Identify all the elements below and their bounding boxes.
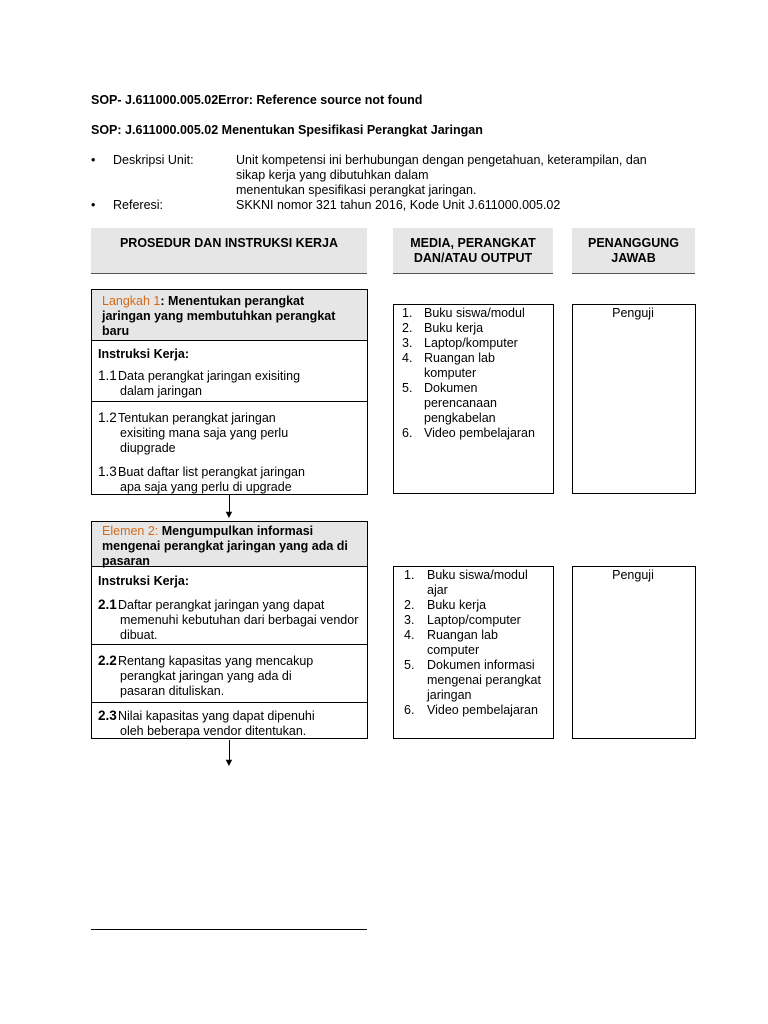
step2-pj: Penguji xyxy=(572,566,696,739)
step1-prefix: Langkah 1 xyxy=(102,294,161,308)
list-item: 3. Laptop/computer xyxy=(404,613,521,627)
step2-heading: Elemen 2: Mengumpulkan informasi mengenai perangkat jaringan yang ada di pasaran xyxy=(91,521,368,567)
bullet-icon: • xyxy=(91,198,96,212)
header-procedure: PROSEDUR DAN INSTRUKSI KERJA xyxy=(91,228,367,274)
list-item: 4. Ruangan lab komputer xyxy=(402,351,495,380)
step1-heading: Langkah 1: Menentukan perangkat jaringan yang membutuhkan perangkat baru xyxy=(91,289,368,341)
header-pj: PENANGGUNG JAWAB xyxy=(572,228,695,274)
step2-prefix: Elemen 2: xyxy=(102,524,159,538)
list-item: 6. Video pembelajaran xyxy=(404,703,538,717)
arrow-down-icon: ▼ xyxy=(223,757,235,769)
doc-title-error: SOP- J.611000.005.02Error: Reference source not found xyxy=(91,93,423,107)
doc-title-sop: SOP: J.611000.005.02 Menentukan Spesifikasi Perangkat Jaringan xyxy=(91,123,483,137)
desc-value: Unit kompetensi ini berhubungan dengan pengetahuan, keterampilan, dan sikap kerja yang dibutuhkan dalam menentukan spesifikasi perangkat jaringan. xyxy=(236,153,647,197)
bullet-icon: • xyxy=(91,153,96,167)
step1-instr-2-3: 1.2Tentukan perangkat jaringan exisiting mana saja yang perlu diupgrade 1.3Buat daftar list perangkat jaringan apa saja yang perlu di upgrade xyxy=(91,401,368,495)
header-media: MEDIA, PERANGKAT DAN/ATAU OUTPUT xyxy=(393,228,553,274)
ref-value: SKKNI nomor 321 tahun 2016, Kode Unit J.611000.005.02 xyxy=(236,198,561,212)
footnote-separator xyxy=(91,929,367,930)
list-item: 2. Buku kerja xyxy=(404,598,487,612)
step1-media xyxy=(393,304,554,494)
list-item: 1. Buku siswa/modul xyxy=(402,306,525,320)
step2-media xyxy=(393,566,554,739)
step1-instr-1: Instruksi Kerja: 1.1Data perangkat jaringan exisiting dalam jaringan xyxy=(91,340,368,402)
list-item: 4. Ruangan lab computer xyxy=(404,628,498,657)
step2-instr-2: 2.2Rentang kapasitas yang mencakup perangkat jaringan yang ada di pasaran dituliskan. xyxy=(91,644,368,703)
desc-label: Deskripsi Unit: xyxy=(113,153,194,167)
step1-pj: Penguji xyxy=(572,304,696,494)
ref-label: Referesi: xyxy=(113,198,164,212)
list-item: 1. Buku siswa/modul ajar xyxy=(404,568,528,597)
step2-instr-1: Instruksi Kerja: 2.1Daftar perangkat jaringan yang dapat memenuhi kebutuhan dari berbagai vendor dibuat. xyxy=(91,566,368,645)
arrow-down-icon: ▼ xyxy=(223,509,235,521)
list-item: 6. Video pembelajaran xyxy=(402,426,535,440)
list-item: 5. Dokumen informasi mengenai perangkat jaringan xyxy=(404,658,541,702)
list-item: 5. Dokumen perencanaan pengkabelan xyxy=(402,381,497,425)
step2-instr-3: 2.3Nilai kapasitas yang dapat dipenuhi oleh beberapa vendor ditentukan. xyxy=(91,702,368,739)
list-item: 3. Laptop/komputer xyxy=(402,336,518,350)
list-item: 2. Buku kerja xyxy=(402,321,484,335)
